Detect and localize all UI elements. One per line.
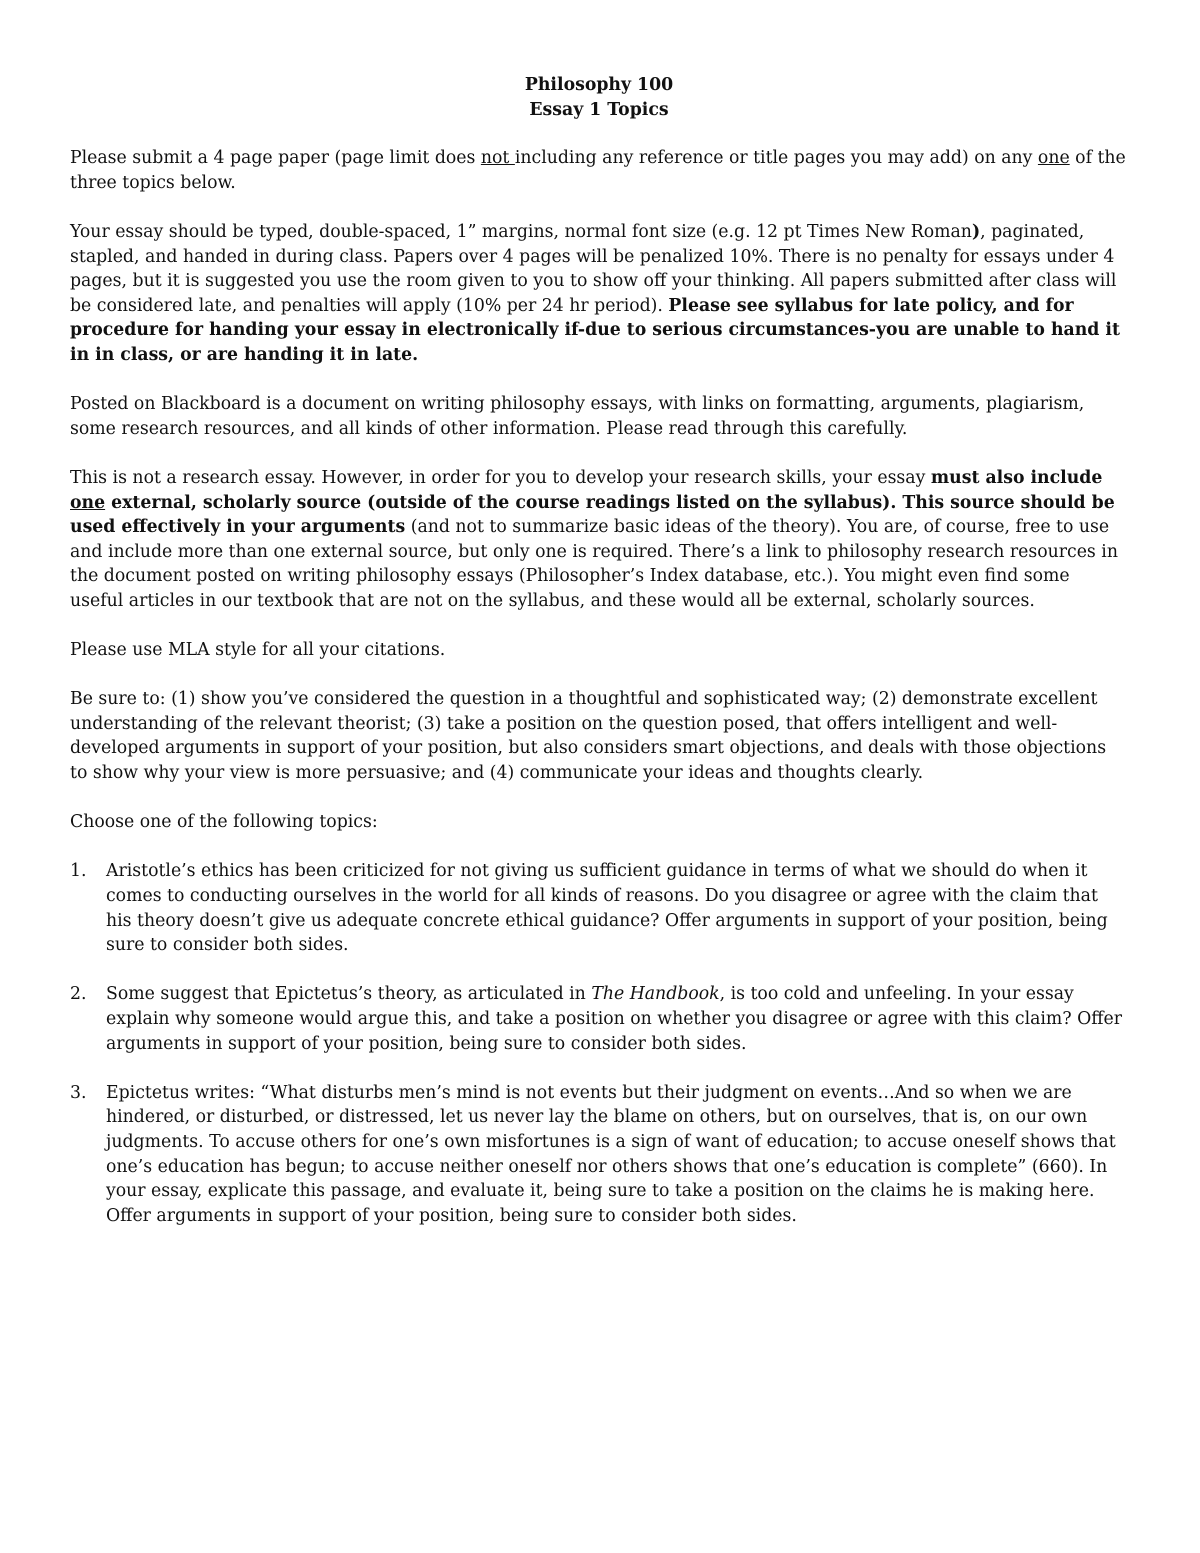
book-title: The Handbook [591, 984, 720, 1005]
topic-number: 2. [70, 984, 87, 1005]
topic-text: Epictetus writes: “What disturbs men’s mind is not events but their judgment on events…And so when we are hindered, or disturbed, or distressed, let us never lay the blame on others, but on ourselves, that is, on our own judgments. To accuse others for one’s own misfortunes is a sign of want of education; to accuse oneself shows that one’s education has begun; to accuse neither oneself nor others shows that one’s education is complete” (660). In your essay, explicate this passage, and evaluate it, being sure to take a position on the claims he is making here. Offer arguments in support of your position, being sure to consider both sides. [106, 1082, 1116, 1226]
research-paragraph [70, 466, 1128, 614]
topic-text: Aristotle’s ethics has been criticized for not giving us sufficient guidance in terms of what we should do when it comes to conducting ourselves in the world for all kinds of reasons. Do you disagree or agree with the claim that his theory doesn’t give us adequate concrete ethical guidance? Offer arguments in support of your position, being sure to consider both sides. [106, 861, 1108, 956]
topic-item-3 [70, 1081, 1128, 1229]
topic-number: 1. [70, 861, 87, 882]
intro-text-b: including any reference or title pages you may add) on any [514, 148, 1038, 169]
late-policy-note: Please see syllabus for late policy, and for procedure for handing your essay in electronically if-due to serious circumstances-you are unable to hand it in in class, or are handing it in late. [70, 295, 1120, 365]
topic-number: 3. [70, 1082, 87, 1103]
research-bold-1: must also include [930, 467, 1103, 488]
intro-text-a: Please submit a 4 page paper (page limit does [70, 148, 481, 169]
intro-underline-one: one [1037, 148, 1070, 169]
choose-paragraph: Choose one of the following topics: [70, 812, 378, 833]
mla-paragraph: Please use MLA style for all your citations. [70, 640, 446, 661]
research-text-a: This is not a research essay. However, in order for you to develop your research skills, your essay [70, 467, 931, 488]
page-title: Essay 1 Topics [529, 99, 669, 120]
intro-text-c: of the three topics below. [70, 148, 1126, 193]
topic-item-1 [70, 859, 1128, 957]
topics-list [70, 859, 1128, 1228]
research-bold-underline-one: one [70, 492, 106, 513]
document-header [70, 73, 1128, 122]
be-sure-paragraph: Be sure to: (1) show you’ve considered the question in a thoughtful and sophisticated way; (2) demonstrate excellent understanding of the relevant theorist; (3) take a position on the question posed, that offers intelligent and well-developed arguments in support of your position, but also considers smart objections, and deals with those objections to show why your view is more persuasive; and (4) communicate your ideas and thoughts clearly. [70, 689, 1107, 784]
topic-item-2 [70, 982, 1128, 1056]
course-title: Philosophy 100 [524, 75, 674, 95]
intro-paragraph [70, 146, 1128, 195]
format-text-a: Your essay should be typed, double-spaced, 1” margins, normal font size (e.g. 12 pt Times New Roman [70, 221, 972, 242]
topic-text-a: Some suggest that Epictetus’s theory, as articulated in [106, 984, 592, 1005]
format-bold-paren: ) [971, 221, 981, 242]
blackboard-paragraph: Posted on Blackboard is a document on writing philosophy essays, with links on formatting, arguments, plagiarism, some research resources, and all kinds of other information. Please read through this carefully. [70, 394, 1085, 439]
format-paragraph [70, 220, 1128, 368]
research-text-b: (and not to summarize basic ideas of the theory). You are, of course, free to use and include more than one external source, but only one is required. There’s a link to philosophy research resources in the document posted on writing philosophy essays (Philosopher’s Index database, etc.). You might even find some useful articles in our textbook that are not on the syllabus, and these would all be external, scholarly sources. [70, 517, 1118, 611]
topic-text-b: , is too cold and unfeeling. In your essay explain why someone would argue this, and take a position on whether you disagree or agree with this claim? Offer arguments in support of your position, being sure to consider both sides. [106, 984, 1123, 1054]
format-text-b: , paginated, stapled, and handed in during class. Papers over 4 pages will be penalized 10%. There is no penalty for essays under 4 pages, but it is suggested you use the room given to you to show off your thinking. All papers submitted after class will be considered late, and penalties will apply (10% per 24 hr period). [70, 221, 1117, 316]
intro-underline-not: not [480, 148, 515, 169]
research-bold-2: external, scholarly source (outside of the course readings listed on the syllabus). This source should be used effectively in your arguments [70, 492, 1115, 538]
